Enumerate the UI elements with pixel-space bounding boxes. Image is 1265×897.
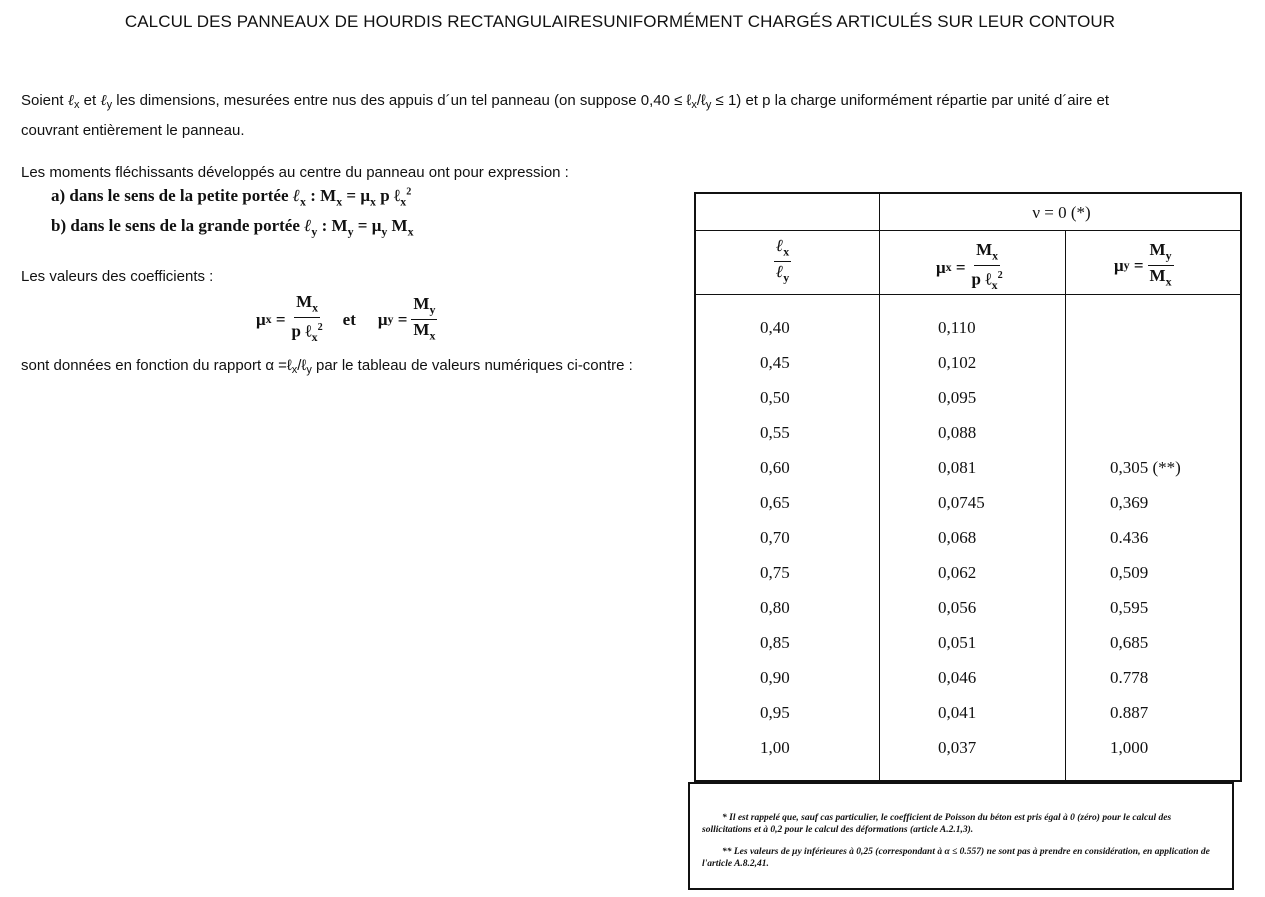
ratio-cell: 0,65	[760, 493, 790, 512]
mu-x-cell: 0,068	[938, 528, 977, 547]
mu-y-cell: 0.778	[1110, 668, 1149, 687]
table-row	[696, 493, 1240, 528]
formula-mx: a) dans le sens de la petite portée ℓ$_x$ : $M_x = \mu_x$ p ℓ$_x^2$	[51, 186, 412, 209]
mu-y-cell: 1,000	[1110, 738, 1149, 757]
table-row	[696, 668, 1240, 703]
table-row	[696, 738, 1240, 773]
table-row	[696, 388, 1240, 423]
table-row	[696, 353, 1240, 388]
ratio-cell: 0,45	[760, 353, 790, 372]
ratio-cell: 0,90	[760, 668, 790, 687]
footnote-1: * Il est rappelé que, sauf cas particulier, le coefficient de Poisson du béton est pris égal à 0 (zéro) pour le calcul des sollicitations et à 0,2 pour le calcul des déformations (article A.2.1,3).	[702, 813, 1172, 835]
ratio-cell: 0,75	[760, 563, 790, 582]
mu-x-header: μ x = $\frac{M_x}{p \ell_x^2}$	[936, 240, 1003, 293]
ratio-text: sont données en fonction du rapport α =ℓ$_x$/ℓ$_y$ par le tableau de valeurs numériques ci-contre :	[21, 357, 633, 376]
ratio-cell: 0,95	[760, 703, 790, 722]
mu-x-cell: 0,095	[938, 388, 977, 407]
formula-my: b) dans le sens de la grande portée ℓ$_y$ : $M_y = \mu_y$ $M_x$	[51, 216, 414, 239]
mu-x-cell: 0,081	[938, 458, 977, 477]
mu-x-cell: 0,051	[938, 633, 977, 652]
mu-x-cell: 0,102	[938, 353, 977, 372]
footnote-2: ** Les valeurs de μy inférieures à 0,25 (correspondant à α ≤ 0.557) ne sont pas à prendre en considération, en application de l'article A.8.2,41.	[702, 847, 1210, 869]
table-row	[696, 528, 1240, 563]
table-row	[696, 423, 1240, 458]
mu-x-cell: 0,0745	[938, 493, 985, 512]
table-row	[696, 633, 1240, 668]
mu-y-cell: 0,305 (**)	[1110, 458, 1181, 477]
mu-x-cell: 0,088	[938, 423, 977, 442]
mu-y-cell: 0,595	[1110, 598, 1149, 617]
mu-y-cell: 0,509	[1110, 563, 1149, 582]
coefficients-text: Les valeurs des coefficients :	[21, 268, 214, 285]
footnotes	[688, 782, 1234, 890]
page-title: CALCUL DES PANNEAUX DE HOURDIS RECTANGULAIRESUNIFORMÉMENT CHARGÉS ARTICULÉS SUR LEUR CONTOUR	[124, 12, 1116, 31]
table-row	[696, 458, 1240, 493]
ratio-cell: 0,40	[760, 318, 790, 337]
ratio-cell: 0,80	[760, 598, 790, 617]
ratio-cell: 0,55	[760, 423, 790, 442]
mu-y-cell: 0.436	[1110, 528, 1149, 547]
ratio-cell: 0,50	[760, 388, 790, 407]
coefficient-formulas: μ x = $\frac{M_x}{p \ell_x^2}$ et μ y = $\frac{M_y}{M_x}$	[256, 292, 436, 345]
mu-y-cell: 0,685	[1110, 633, 1149, 652]
table-row	[696, 563, 1240, 598]
table-row	[696, 318, 1240, 353]
ratio-cell: 0,85	[760, 633, 790, 652]
ratio-cell: 0,70	[760, 528, 790, 547]
mu-y-cell: 0,369	[1110, 493, 1149, 512]
ratio-header: $\frac{\ell_x}{\ell_y}$	[776, 236, 790, 285]
mu-x-cell: 0,037	[938, 738, 977, 757]
nu-header: ν = 0 (*)	[1032, 203, 1091, 222]
mu-x-cell: 0,062	[938, 563, 977, 582]
table-row	[696, 703, 1240, 738]
moments-text: Les moments fléchissants développés au centre du panneau ont pour expression :	[21, 164, 569, 181]
table-divider	[696, 230, 1240, 231]
mu-y-header: μ y = $\frac{M_y}{M_x}$	[1114, 240, 1172, 289]
mu-y-cell: 0.887	[1110, 703, 1149, 722]
mu-x-cell: 0,056	[938, 598, 977, 617]
intro-paragraph: Soient ℓ$_x$ et ℓ$_y$ les dimensions, mesurées entre nus des appuis d´un tel panneau (on suppose 0,40 ≤ ℓ$_x$/ℓ$_y$ ≤ 1) et p la charge uniformément répartie par unité d´aire et couvrant entièrement le panneau.	[21, 92, 1109, 139]
coefficients-table	[694, 192, 1242, 782]
ratio-cell: 0,60	[760, 458, 790, 477]
mu-x-cell: 0,046	[938, 668, 977, 687]
mu-x-cell: 0,110	[938, 318, 976, 337]
ratio-cell: 1,00	[760, 738, 790, 757]
table-row	[696, 598, 1240, 633]
mu-x-cell: 0,041	[938, 703, 977, 722]
